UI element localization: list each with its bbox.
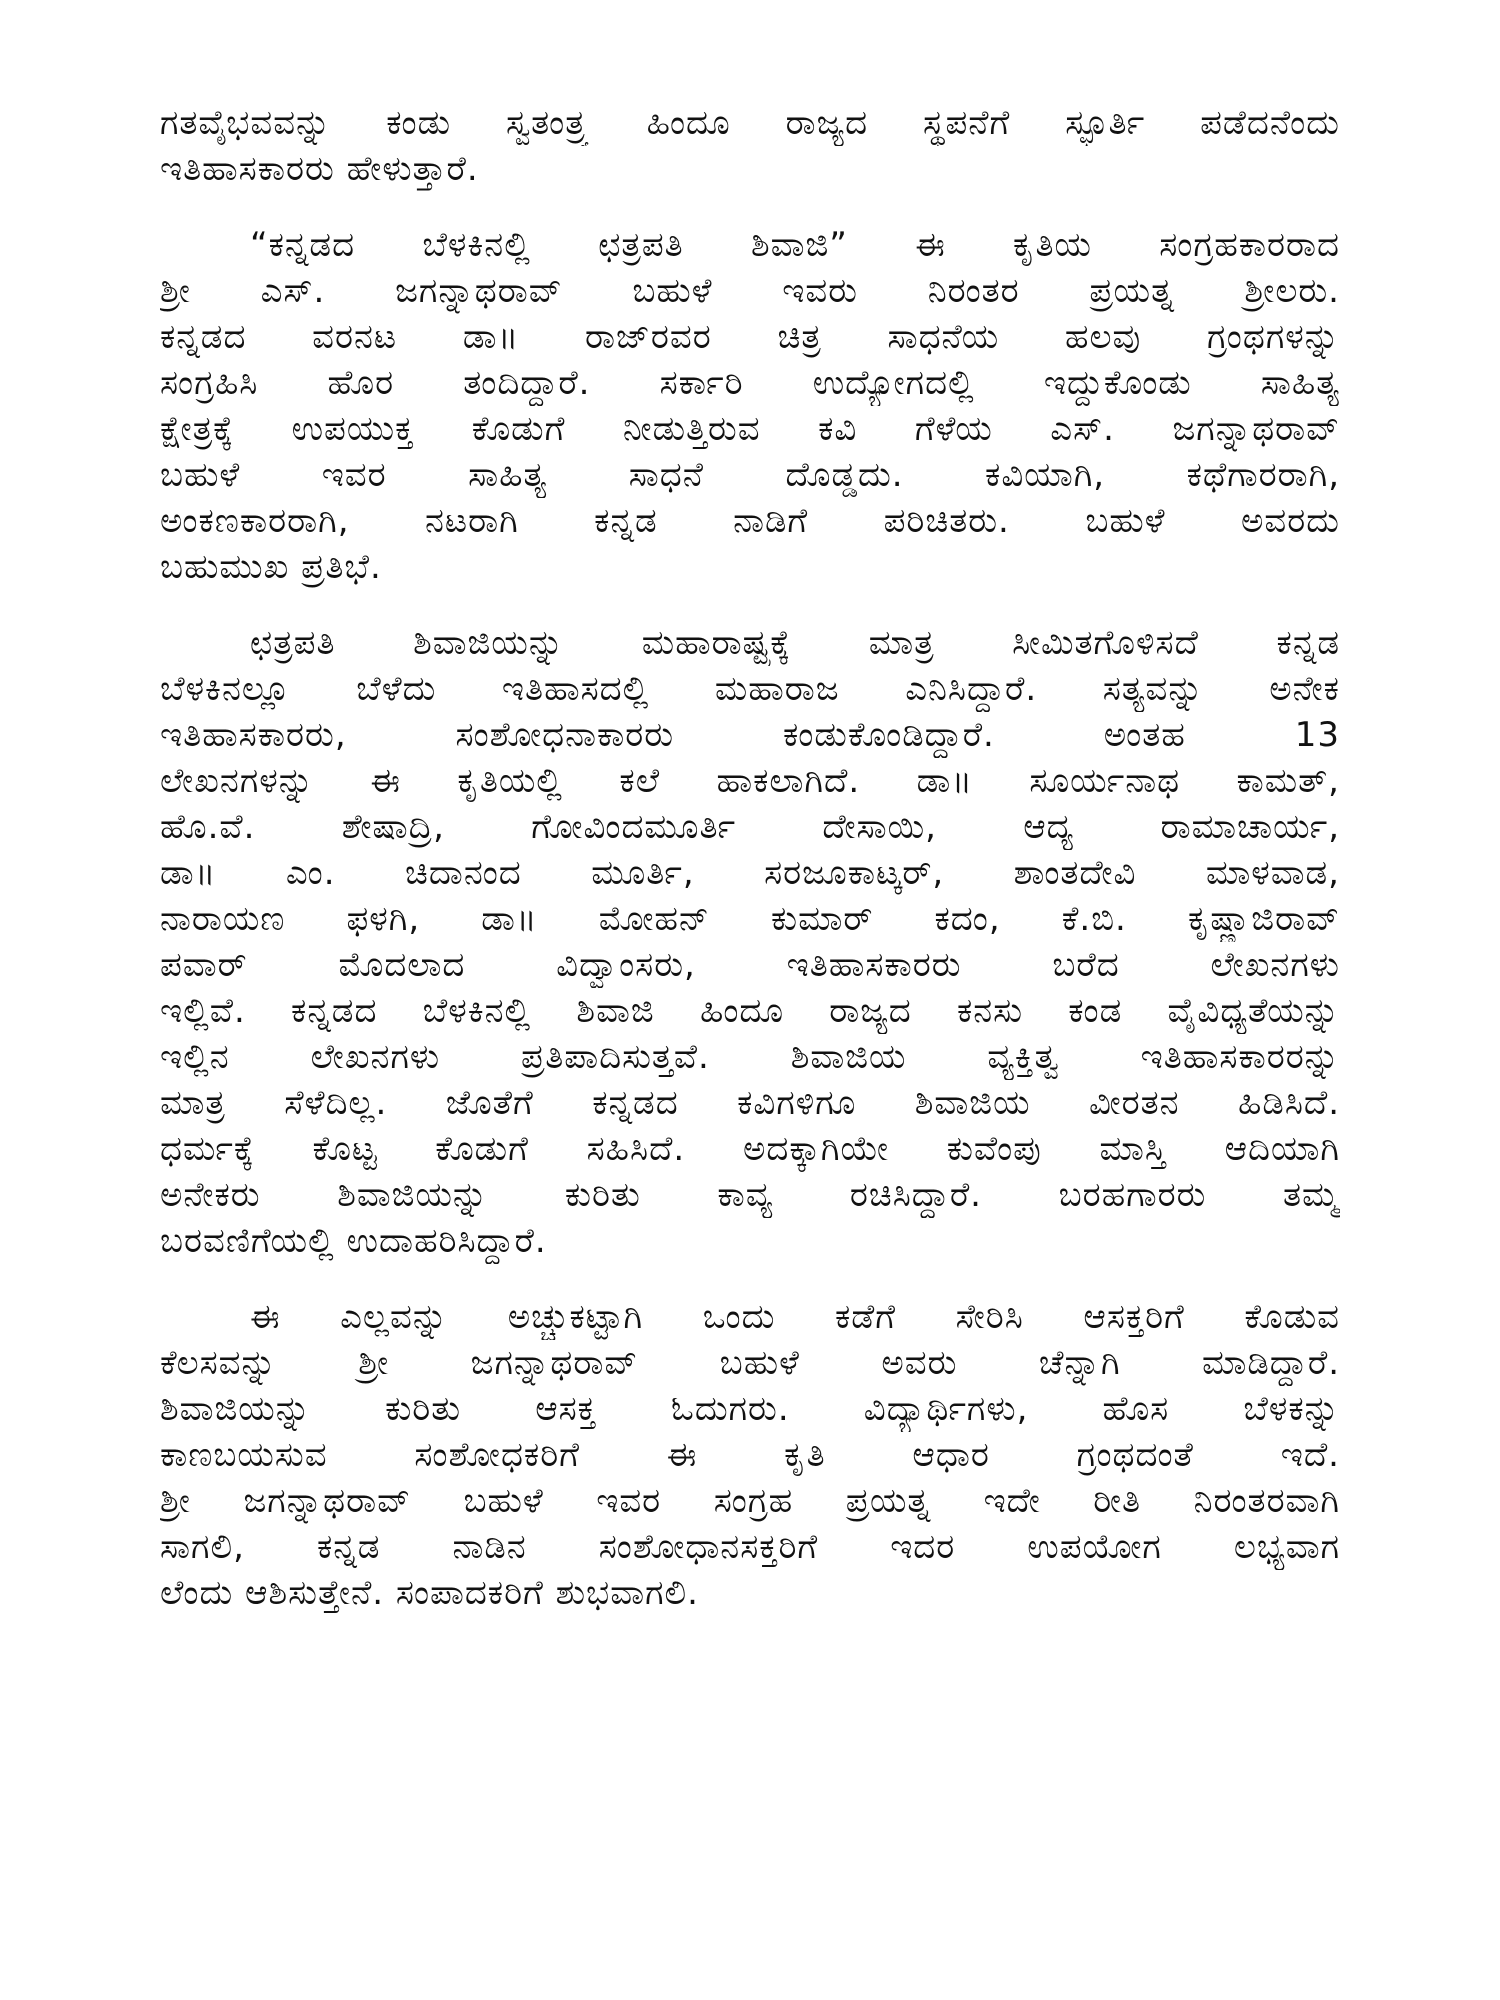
text-line: ಮಾತ್ರ ಸೆಳೆದಿಲ್ಲ. ಜೊತೆಗೆ ಕನ್ನಡದ ಕವಿಗಳಿಗೂ ಶಿವಾಜಿಯ ವೀರತನ ಹಿಡಿಸಿದೆ. xyxy=(160,1083,1340,1123)
text-line: ಧರ್ಮಕ್ಕೆ ಕೊಟ್ಟ ಕೊಡುಗೆ ಸಹಿಸಿದೆ. ಅದಕ್ಕಾಗಿಯೇ ಕುವೆಂಪು ಮಾಸ್ತಿ ಆದಿಯಾಗಿ xyxy=(160,1129,1340,1169)
paragraph-1 xyxy=(160,100,1340,192)
text-line: ಇತಿಹಾಸಕಾರರು, ಸಂಶೋಧನಾಕಾರರು ಕಂಡುಕೊಂಡಿದ್ದಾರೆ. ಅಂತಹ 13 xyxy=(160,715,1340,755)
text-line: ಅನೇಕರು ಶಿವಾಜಿಯನ್ನು ಕುರಿತು ಕಾವ್ಯ ರಚಿಸಿದ್ದಾರೆ. ಬರಹಗಾರರು ತಮ್ಮ xyxy=(160,1175,1340,1215)
text-line: ಪವಾರ್ ಮೊದಲಾದ ವಿದ್ವಾಂಸರು, ಇತಿಹಾಸಕಾರರು ಬರೆದ ಲೇಖನಗಳು xyxy=(160,945,1340,985)
text-line: ಇಲ್ಲಿನ ಲೇಖನಗಳು ಪ್ರತಿಪಾದಿಸುತ್ತವೆ. ಶಿವಾಜಿಯ ವ್ಯಕ್ತಿತ್ವ ಇತಿಹಾಸಕಾರರನ್ನು xyxy=(160,1037,1340,1077)
text-line: ಡಾ॥ ಎಂ. ಚಿದಾನಂದ ಮೂರ್ತಿ, ಸರಜೂಕಾಟ್ಕರ್, ಶಾಂತದೇವಿ ಮಾಳವಾಡ, xyxy=(160,853,1340,893)
text-line: ಬೆಳಕಿನಲ್ಲೂ ಬೆಳೆದು ಇತಿಹಾಸದಲ್ಲಿ ಮಹಾರಾಜ ಎನಿಸಿದ್ದಾರೆ. ಸತ್ಯವನ್ನು ಅನೇಕ xyxy=(160,669,1340,709)
text-line: ನಾರಾಯಣ ಫಳಗಿ, ಡಾ॥ ಮೋಹನ್ ಕುಮಾರ್ ಕದಂ, ಕೆ.ಬಿ. ಕೃಷ್ಣಾಜಿರಾವ್ xyxy=(160,899,1340,939)
text-line: ಕ್ಷೇತ್ರಕ್ಕೆ ಉಪಯುಕ್ತ ಕೊಡುಗೆ ನೀಡುತ್ತಿರುವ ಕವಿ ಗೆಳೆಯ ಎಸ್. ಜಗನ್ನಾಥರಾವ್ xyxy=(160,409,1340,449)
text-line: ಲೇಖನಗಳನ್ನು ಈ ಕೃತಿಯಲ್ಲಿ ಕಲೆ ಹಾಕಲಾಗಿದೆ. ಡಾ॥ ಸೂರ್ಯನಾಥ ಕಾಮತ್, xyxy=(160,761,1340,801)
text-line: ಇತಿಹಾಸಕಾರರು ಹೇಳುತ್ತಾರೆ. xyxy=(160,149,479,189)
text-line: ಬಹುಮುಖ ಪ್ರತಿಭೆ. xyxy=(160,547,382,587)
paragraph-2 xyxy=(160,222,1340,590)
text-line: ಸಂಗ್ರಹಿಸಿ ಹೊರ ತಂದಿದ್ದಾರೆ. ಸರ್ಕಾರಿ ಉದ್ಯೋಗದಲ್ಲಿ ಇದ್ದುಕೊಂಡು ಸಾಹಿತ್ಯ xyxy=(160,363,1340,403)
text-line: ಕಾಣಬಯಸುವ ಸಂಶೋಧಕರಿಗೆ ಈ ಕೃತಿ ಆಧಾರ ಗ್ರಂಥದಂತೆ ಇದೆ. xyxy=(160,1435,1340,1475)
text-line: ಲೆಂದು ಆಶಿಸುತ್ತೇನೆ. ಸಂಪಾದಕರಿಗೆ ಶುಭವಾಗಲಿ. xyxy=(160,1573,699,1613)
text-line: ಛತ್ರಪತಿ ಶಿವಾಜಿಯನ್ನು ಮಹಾರಾಷ್ಟ್ರಕ್ಕೆ ಮಾತ್ರ ಸೀಮಿತಗೊಳಿಸದೆ ಕನ್ನಡ xyxy=(250,623,1340,663)
text-line: ಬಹುಳೆ ಇವರ ಸಾಹಿತ್ಯ ಸಾಧನೆ ದೊಡ್ಡದು. ಕವಿಯಾಗಿ, ಕಥೆಗಾರರಾಗಿ, xyxy=(160,455,1340,495)
text-line: ಅಂಕಣಕಾರರಾಗಿ, ನಟರಾಗಿ ಕನ್ನಡ ನಾಡಿಗೆ ಪರಿಚಿತರು. ಬಹುಳೆ ಅವರದು xyxy=(160,501,1340,541)
text-line: ಶಿವಾಜಿಯನ್ನು ಕುರಿತು ಆಸಕ್ತ ಓದುಗರು. ವಿದ್ಯಾರ್ಥಿಗಳು, ಹೊಸ ಬೆಳಕನ್ನು xyxy=(160,1389,1340,1429)
text-line: ಇಲ್ಲಿವೆ. ಕನ್ನಡದ ಬೆಳಕಿನಲ್ಲಿ ಶಿವಾಜಿ ಹಿಂದೂ ರಾಜ್ಯದ ಕನಸು ಕಂಡ ವೈವಿಧ್ಯತೆಯನ್ನು xyxy=(160,991,1340,1031)
text-line: ಶ್ರೀ ಎಸ್. ಜಗನ್ನಾಥರಾವ್ ಬಹುಳೆ ಇವರು ನಿರಂತರ ಪ್ರಯತ್ನ ಶ್ರೀಲರು. xyxy=(160,271,1340,311)
text-line: ಶ್ರೀ ಜಗನ್ನಾಥರಾವ್ ಬಹುಳೆ ಇವರ ಸಂಗ್ರಹ ಪ್ರಯತ್ನ ಇದೇ ರೀತಿ ನಿರಂತರವಾಗಿ xyxy=(160,1481,1340,1521)
text-line: ಕನ್ನಡದ ವರನಟ ಡಾ॥ ರಾಜ್‌ರವರ ಚಿತ್ರ ಸಾಧನೆಯ ಹಲವು ಗ್ರಂಥಗಳನ್ನು xyxy=(160,317,1340,357)
text-line: ಬರವಣಿಗೆಯಲ್ಲಿ ಉದಾಹರಿಸಿದ್ದಾರೆ. xyxy=(160,1221,547,1261)
text-line: ಗತವೈಭವವನ್ನು ಕಂಡು ಸ್ವತಂತ್ರ್ಯ ಹಿಂದೂ ರಾಜ್ಯದ ಸ್ಥಪನೆಗೆ ಸ್ಫೂರ್ತಿ ಪಡೆದನೆಂದು xyxy=(160,103,1340,143)
paragraph-3 xyxy=(160,620,1340,1264)
text-line: ಕೆಲಸವನ್ನು ಶ್ರೀ ಜಗನ್ನಾಥರಾವ್ ಬಹುಳೆ ಅವರು ಚೆನ್ನಾಗಿ ಮಾಡಿದ್ದಾರೆ. xyxy=(160,1343,1340,1383)
text-line: “ಕನ್ನಡದ ಬೆಳಕಿನಲ್ಲಿ ಛತ್ರಪತಿ ಶಿವಾಜಿ” ಈ ಕೃತಿಯ ಸಂಗ್ರಹಕಾರರಾದ xyxy=(250,225,1340,265)
document-page xyxy=(160,100,1340,1646)
paragraph-4 xyxy=(160,1294,1340,1616)
text-line: ಹೊ.ವೆ. ಶೇಷಾದ್ರಿ, ಗೋವಿಂದಮೂರ್ತಿ ದೇಸಾಯಿ, ಆದ್ಯ ರಾಮಾಚಾರ್ಯ, xyxy=(160,807,1340,847)
text-line: ಈ ಎಲ್ಲವನ್ನು ಅಚ್ಚುಕಟ್ಟಾಗಿ ಒಂದು ಕಡೆಗೆ ಸೇರಿಸಿ ಆಸಕ್ತರಿಗೆ ಕೊಡುವ xyxy=(250,1297,1340,1337)
text-line: ಸಾಗಲಿ, ಕನ್ನಡ ನಾಡಿನ ಸಂಶೋಧಾನಸಕ್ತರಿಗೆ ಇದರ ಉಪಯೋಗ ಲಭ್ಯವಾಗ xyxy=(160,1527,1340,1567)
